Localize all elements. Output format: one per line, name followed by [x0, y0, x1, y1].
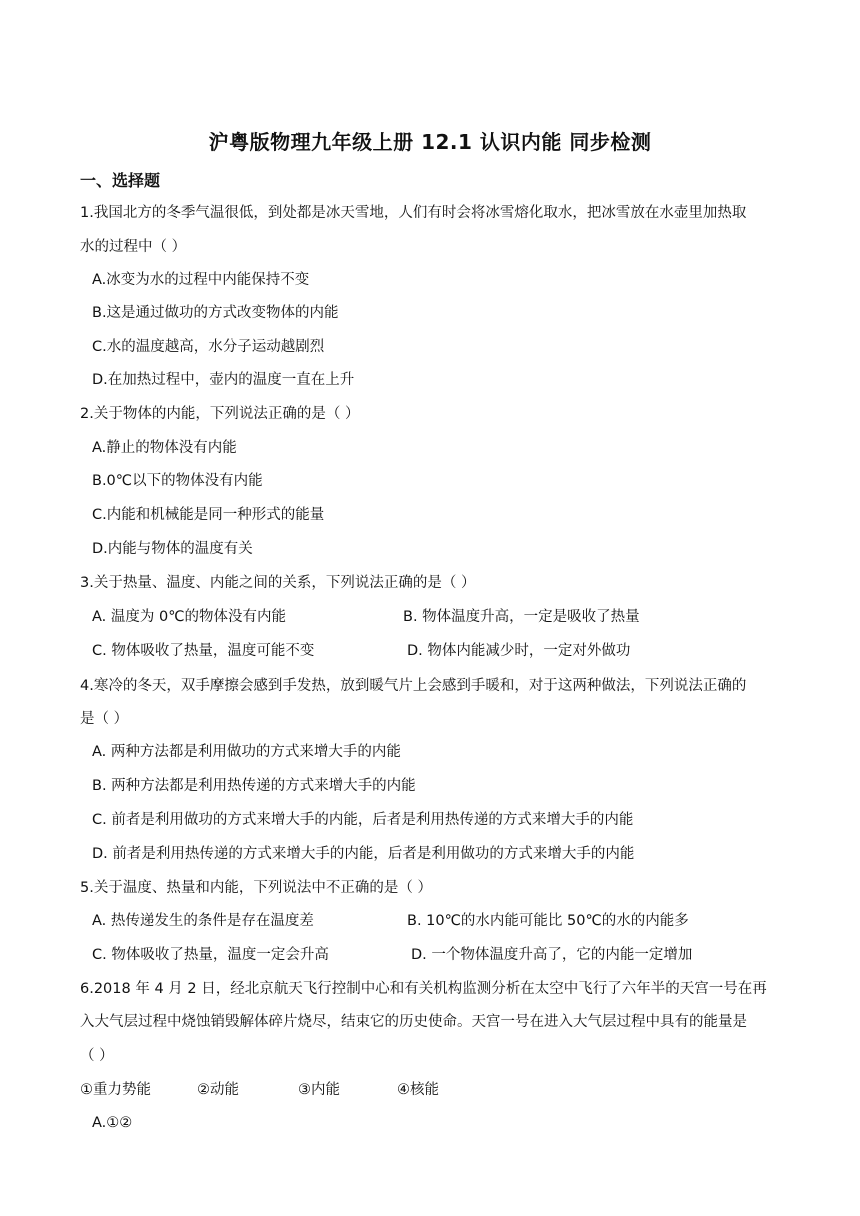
question-1-option-c: C.水的温度越高，水分子运动越剧烈: [92, 339, 325, 355]
question-2-option-b: B.0℃以下的物体没有内能: [92, 473, 263, 489]
question-6-stem-line3: （ ）: [80, 1048, 114, 1064]
question-1-option-a: A.冰变为水的过程中内能保持不变: [92, 272, 310, 288]
question-6-item-3: ③内能: [298, 1082, 340, 1098]
question-6-stem-line2: 入大气层过程中烧蚀销毁解体碎片烧尽，结束它的历史使命。天宫一号在进入大气层过程中具有的能量是: [80, 1014, 747, 1030]
question-5-option-a: A. 热传递发生的条件是存在温度差: [92, 913, 314, 929]
question-4-option-c: C. 前者是利用做功的方式来增大手的内能，后者是利用热传递的方式来增大手的内能: [92, 812, 634, 828]
question-4-stem-line1: 4.寒冷的冬天，双手摩擦会感到手发热，放到暖气片上会感到手暖和，对于这两种做法，下列说法正确的: [80, 678, 747, 694]
question-2-option-c: C.内能和机械能是同一种形式的能量: [92, 507, 325, 523]
question-5-option-b: B. 10℃的水内能可能比 50℃的水的内能多: [407, 913, 689, 929]
question-1-stem-line1: 1.我国北方的冬季气温很低，到处都是冰天雪地，人们有时会将冰雪熔化取水，把冰雪放在水壶里加热取: [80, 205, 747, 221]
question-6-item-2: ②动能: [197, 1082, 239, 1098]
question-4-option-a: A. 两种方法都是利用做功的方式来增大手的内能: [92, 744, 401, 760]
question-2-stem: 2.关于物体的内能，下列说法正确的是（ ）: [80, 406, 360, 422]
question-4-stem-line2: 是（ ）: [80, 711, 129, 727]
question-1-stem-line2: 水的过程中（ ）: [80, 239, 187, 255]
question-2-option-a: A.静止的物体没有内能: [92, 440, 237, 456]
question-3-option-b: B. 物体温度升高，一定是吸收了热量: [403, 609, 640, 625]
question-3-stem: 3.关于热量、温度、内能之间的关系，下列说法正确的是（ ）: [80, 575, 476, 591]
document-title: 沪粤版物理九年级上册 12.1 认识内能 同步检测: [208, 130, 652, 154]
question-4-option-b: B. 两种方法都是利用热传递的方式来增大手的内能: [92, 778, 416, 794]
question-6-option-a: A.①②: [92, 1115, 133, 1131]
question-1-option-d: D.在加热过程中，壶内的温度一直在上升: [92, 372, 355, 388]
question-5-option-c: C. 物体吸收了热量，温度一定会升高: [92, 947, 329, 963]
question-2-option-d: D.内能与物体的温度有关: [92, 541, 253, 557]
question-4-option-d: D. 前者是利用热传递的方式来增大手的内能，后者是利用做功的方式来增大手的内能: [92, 846, 635, 862]
section-heading: 一、选择题: [80, 171, 161, 190]
question-6-item-4: ④核能: [397, 1082, 439, 1098]
question-6-stem-line1: 6.2018 年 4 月 2 日，经北京航天飞行控制中心和有关机构监测分析在太空中飞行了六年半的天宫一号在再: [80, 981, 767, 997]
question-5-option-d: D. 一个物体温度升高了，它的内能一定增加: [411, 947, 693, 963]
question-5-stem: 5.关于温度、热量和内能，下列说法中不正确的是（ ）: [80, 880, 432, 896]
question-3-option-c: C. 物体吸收了热量，温度可能不变: [92, 643, 315, 659]
question-1-option-b: B.这是通过做功的方式改变物体的内能: [92, 305, 339, 321]
question-3-option-d: D. 物体内能减少时，一定对外做功: [407, 643, 631, 659]
question-3-option-a: A. 温度为 0℃的物体没有内能: [92, 609, 287, 625]
question-6-item-1: ①重力势能: [80, 1082, 151, 1098]
